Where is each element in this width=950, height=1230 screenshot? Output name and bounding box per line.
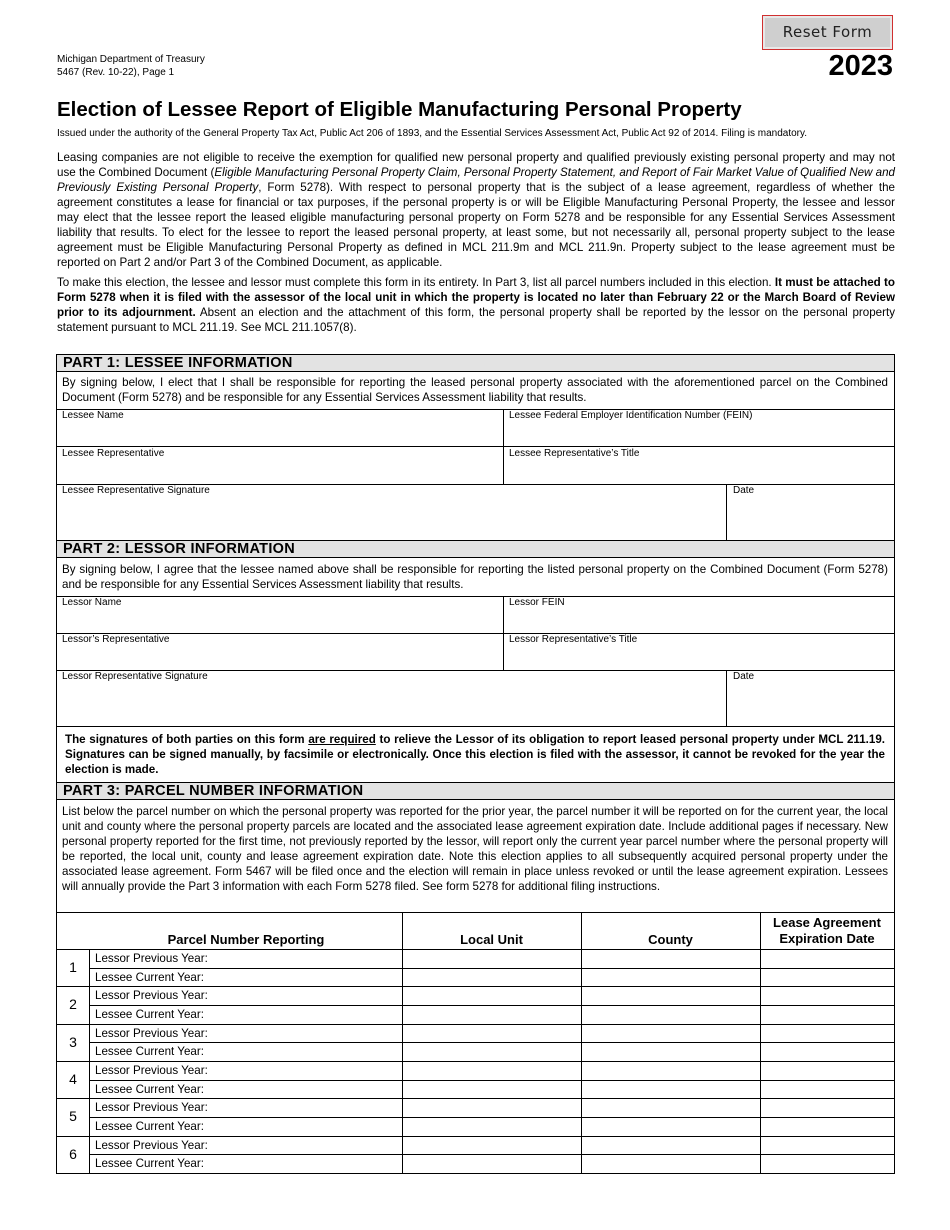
column-header-parcel: Parcel Number Reporting — [167, 932, 325, 947]
local-unit-curr-input[interactable] — [403, 1006, 581, 1023]
part2-instructions: By signing below, I agree that the lessee named above shall be responsible for reporting the listed personal property on the Combined Document (Form 5278) and be responsible for any Essential Services Assessment liability that results. — [62, 563, 888, 591]
lease-expiration-curr-input[interactable] — [761, 969, 894, 986]
lessor-previous-year-field[interactable]: Lessor Previous Year: — [95, 1138, 208, 1152]
lessee-date-field[interactable]: Date — [733, 485, 755, 496]
lessee-current-year-field[interactable]: Lessee Current Year: — [95, 970, 204, 984]
part3-instructions: List below the parcel number on which the personal property was reported for the prior year, the parcel number it will be reported on for the current year, the local unit and county where the personal property parcels are located and the associated lease agreement expiration date. Include additional pages if necessary. New personal property reported for the first time, not previously reported by the lessor, will report only the current year parcel number where the personal property will be reported, the local unit, county and lease agreement expiration date. Note this election applies to all subsequently acquired personal property under the associated lease agreement. Form 5467 will be filed once and the election will remain in place unless revoked or until the lease agreement expiration. Lessees will annually provide the Part 3 information with each Form 5278 filed. See form 5278 for additional filing instructions. — [62, 805, 888, 893]
lessee-representative-field[interactable]: Lessee Representative — [62, 448, 165, 459]
lease-expiration-curr-input[interactable] — [761, 1155, 894, 1172]
lessor-fein-field[interactable]: Lessor FEIN — [509, 597, 565, 608]
local-unit-curr-input[interactable] — [403, 969, 581, 986]
lease-expiration-curr-input[interactable] — [761, 1118, 894, 1135]
local-unit-curr-input[interactable] — [403, 1155, 581, 1172]
local-unit-prev-input[interactable] — [403, 1025, 581, 1042]
lease-expiration-prev-input[interactable] — [761, 1099, 894, 1116]
county-curr-input[interactable] — [582, 1155, 760, 1172]
lessor-representative-title-field[interactable]: Lessor Representative’s Title — [509, 634, 638, 645]
lessee-name-field[interactable]: Lessee Name — [62, 410, 124, 421]
county-curr-input[interactable] — [582, 1043, 760, 1060]
local-unit-curr-input[interactable] — [403, 1118, 581, 1135]
county-prev-input[interactable] — [582, 1137, 760, 1154]
column-header-county: County — [648, 932, 693, 947]
intro-paragraph-1: Leasing companies are not eligible to receive the exemption for qualified new personal property and qualified previously existing personal property and may not use the Combined Document (Eligible Manufacturing Personal Property Claim, Personal Property Statement, and Report of Fair Market Value of Qualified New and Previously Existing Personal Property, Form 5278). With respect to personal property that is the subject of a lease agreement, regardless of whether the agreement constitutes a lease for financial or tax purposes, if the personal property is or will be Eligible Manufacturing Personal Property, the lessee and lessor may elect that the lessee report the leased eligible manufacturing personal property on Form 5278 and be responsible for any Essential Services Assessment liability that results. To elect for the lessee to report the leased personal property, at least some, but not necessarily all, personal property subject to the lease agreement must be Eligible Manufacturing Personal Property as defined in MCL 211.9m and MCL 211.9n. Property subject to the lease agreement must be reported on Part 2 and/or Part 3 of the Combined Document, as applicable. — [57, 151, 896, 269]
local-unit-prev-input[interactable] — [403, 1062, 581, 1079]
county-prev-input[interactable] — [582, 1062, 760, 1079]
divider — [57, 633, 894, 634]
lease-expiration-prev-input[interactable] — [761, 950, 894, 967]
lessor-previous-year-field[interactable]: Lessor Previous Year: — [95, 952, 208, 965]
column-divider — [726, 484, 727, 540]
county-curr-input[interactable] — [582, 1118, 760, 1135]
lessor-representative-field[interactable]: Lessor’s Representative — [62, 634, 170, 645]
lease-expiration-curr-input[interactable] — [761, 1006, 894, 1023]
county-curr-input[interactable] — [582, 969, 760, 986]
divider — [57, 409, 894, 410]
intro-paragraph-2: To make this election, the lessee and lessor must complete this form in its entirety. In Part 3, list all parcel numbers included in this election. It must be attached to Form 5278 when it is filed with the assessor of the local unit in which the property is located no later than February 22 or the March Board of Review prior to its adjournment. Absent an election and the attachment of this form, the personal property shall be reported by the lessor on the personal property statement pursuant to MCL 211.19. See MCL 211.1057(8). — [57, 276, 895, 334]
divider — [57, 912, 894, 913]
form-id: 5467 (Rev. 10-22), Page 1 — [57, 67, 175, 78]
lessor-date-field[interactable]: Date — [733, 671, 755, 682]
lease-expiration-prev-input[interactable] — [761, 987, 894, 1004]
signature-notice: The signatures of both parties on this form are required to relieve the Lessor of its obligation to report leased personal property under MCL 211.19. Signatures can be signed manually, by facsimile or electronically. Once this election is filed with the assessor, it cannot be revoked for the year the election is made. — [65, 733, 886, 776]
lessor-previous-year-field[interactable]: Lessor Previous Year: — [95, 1026, 208, 1040]
lease-expiration-prev-input[interactable] — [761, 1062, 894, 1079]
county-curr-input[interactable] — [582, 1081, 760, 1098]
parcel-row-number: 5 — [69, 1108, 77, 1125]
lessee-current-year-field[interactable]: Lessee Current Year: — [95, 1007, 204, 1021]
local-unit-curr-input[interactable] — [403, 1043, 581, 1060]
lessee-current-year-field[interactable]: Lessee Current Year: — [95, 1157, 204, 1171]
parcel-row-number: 6 — [69, 1145, 77, 1162]
lease-expiration-curr-input[interactable] — [761, 1081, 894, 1098]
agency-name: Michigan Department of Treasury — [57, 54, 205, 65]
lease-expiration-prev-input[interactable] — [761, 1137, 894, 1154]
page-title: Election of Lessee Report of Eligible Manufacturing Personal Property — [57, 98, 742, 121]
lessor-name-field[interactable]: Lessor Name — [62, 597, 122, 608]
lessee-fein-field[interactable]: Lessee Federal Employer Identification Number (FEIN) — [509, 410, 753, 421]
county-curr-input[interactable] — [582, 1006, 760, 1023]
divider — [57, 726, 894, 727]
part1-heading: PART 1: LESSEE INFORMATION — [57, 354, 894, 372]
lessor-previous-year-field[interactable]: Lessor Previous Year: — [95, 1101, 208, 1115]
local-unit-curr-input[interactable] — [403, 1081, 581, 1098]
lessor-previous-year-field[interactable]: Lessor Previous Year: — [95, 989, 208, 1003]
form-header-info — [57, 53, 205, 79]
lessor-previous-year-field[interactable]: Lessor Previous Year: — [95, 1063, 208, 1077]
county-prev-input[interactable] — [582, 987, 760, 1004]
lessee-signature-field[interactable]: Lessee Representative Signature — [62, 485, 210, 496]
county-prev-input[interactable] — [582, 950, 760, 967]
part1-instructions: By signing below, I elect that I shall be responsible for reporting the leased personal property associated with the aforementioned parcel on the Combined Document (Form 5278) and be responsible for any Essential Services Assessment liability that results. — [62, 376, 888, 404]
local-unit-prev-input[interactable] — [403, 950, 581, 967]
column-divider — [726, 670, 727, 726]
lease-expiration-prev-input[interactable] — [761, 1025, 894, 1042]
local-unit-prev-input[interactable] — [403, 987, 581, 1004]
part2-heading: PART 2: LESSOR INFORMATION — [57, 540, 894, 558]
authority-statement: Issued under the authority of the General Property Tax Act, Public Act 206 of 1893, and the Essential Services Assessment Act, Public Act 92 of 2014. Filing is mandatory. — [57, 128, 808, 139]
column-header-local-unit: Local Unit — [460, 932, 523, 947]
divider — [57, 596, 894, 597]
lessee-representative-title-field[interactable]: Lessee Representative’s Title — [509, 448, 640, 459]
parcel-row-number: 1 — [69, 959, 77, 975]
divider — [57, 446, 894, 447]
local-unit-prev-input[interactable] — [403, 1137, 581, 1154]
part3-heading: PART 3: PARCEL NUMBER INFORMATION — [57, 782, 894, 800]
parcel-row-number: 4 — [69, 1070, 77, 1087]
lessee-current-year-field[interactable]: Lessee Current Year: — [95, 1082, 204, 1096]
county-prev-input[interactable] — [582, 1025, 760, 1042]
local-unit-prev-input[interactable] — [403, 1099, 581, 1116]
form-year: 2023 — [828, 50, 893, 82]
column-header-lease-expiration: Lease Agreement Expiration Date — [773, 915, 881, 946]
parcel-row-number: 3 — [69, 1033, 77, 1050]
lessee-current-year-field[interactable]: Lessee Current Year: — [95, 1045, 204, 1059]
lessee-current-year-field[interactable]: Lessee Current Year: — [95, 1119, 204, 1133]
lessor-signature-field[interactable]: Lessor Representative Signature — [62, 671, 208, 682]
reset-form-button[interactable]: Reset Form — [762, 15, 893, 50]
lease-expiration-curr-input[interactable] — [761, 1043, 894, 1060]
parcel-row-number: 2 — [69, 996, 77, 1013]
county-prev-input[interactable] — [582, 1099, 760, 1116]
